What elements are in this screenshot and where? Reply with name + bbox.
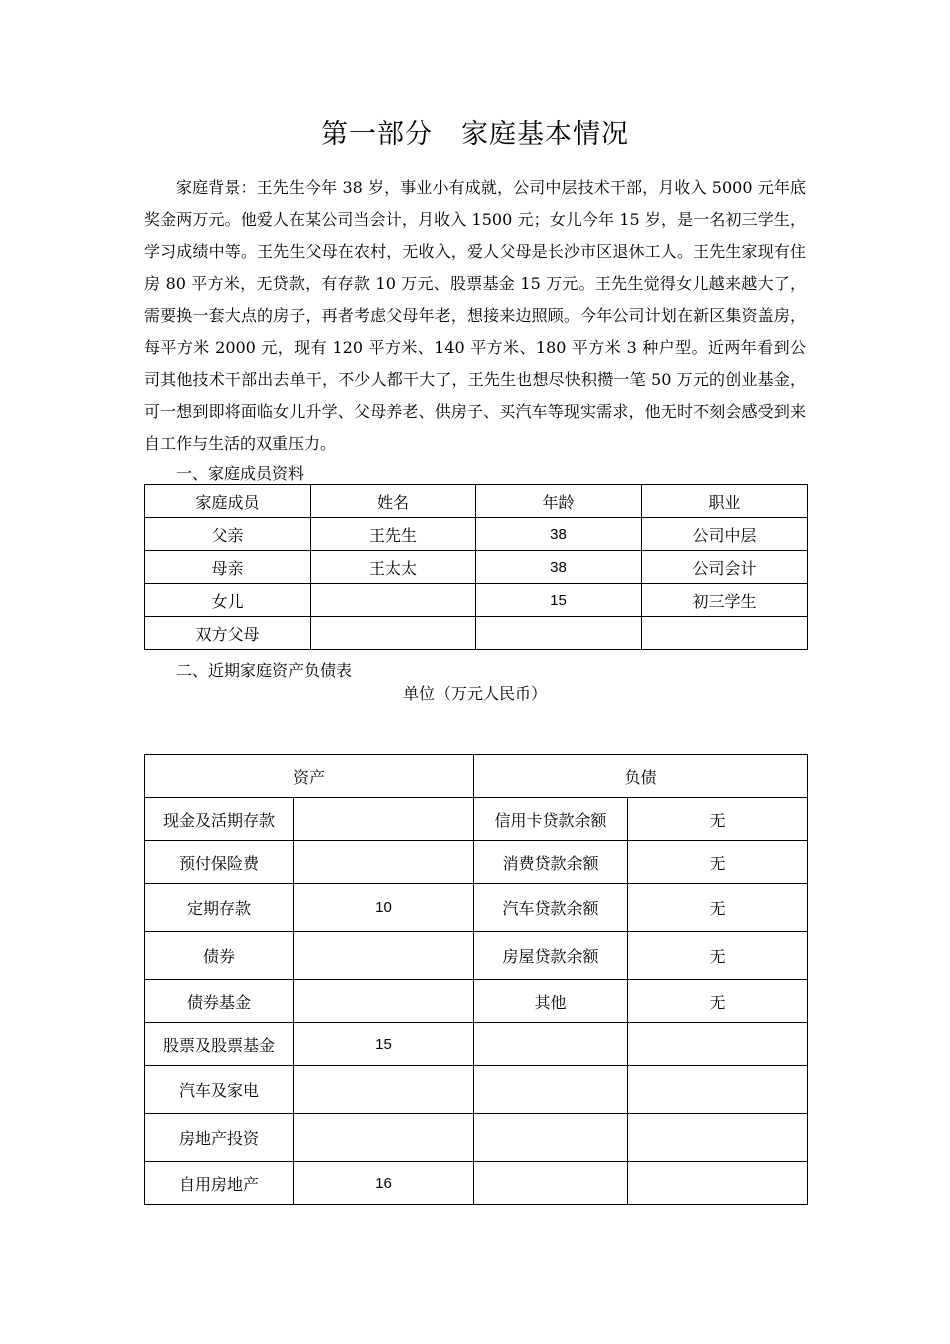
- asset-value: 16: [294, 1162, 474, 1205]
- asset-label: 定期存款: [145, 884, 294, 932]
- liability-value: [628, 1162, 808, 1205]
- liabilities-header: 负债: [474, 755, 808, 798]
- table-row: [145, 884, 808, 932]
- asset-value: 15: [294, 1023, 474, 1066]
- liability-value: 无: [628, 798, 808, 841]
- table-row: [145, 584, 808, 617]
- liability-label: [474, 1023, 628, 1066]
- liability-value: [628, 1114, 808, 1162]
- assets-header: 资产: [145, 755, 474, 798]
- liability-label: [474, 1114, 628, 1162]
- member-age: 38: [476, 551, 642, 584]
- asset-label: 股票及股票基金: [145, 1023, 294, 1066]
- balance-sheet-table: [144, 754, 808, 1205]
- member-age: [476, 617, 642, 650]
- liability-label: 其他: [474, 980, 628, 1023]
- liability-value: 无: [628, 884, 808, 932]
- table-row: [145, 932, 808, 980]
- member-name: 王太太: [311, 551, 476, 584]
- asset-value: [294, 1066, 474, 1114]
- liability-label: 信用卡贷款余额: [474, 798, 628, 841]
- asset-label: 债券: [145, 932, 294, 980]
- table-row: [145, 551, 808, 584]
- liability-label: [474, 1162, 628, 1205]
- member-role: 父亲: [145, 518, 311, 551]
- liability-label: 消费贷款余额: [474, 841, 628, 884]
- unit-label: 单位（万元人民币）: [402, 684, 547, 703]
- member-name: 王先生: [311, 518, 476, 551]
- member-age: 15: [476, 584, 642, 617]
- asset-label: 自用房地产: [145, 1162, 294, 1205]
- header-cell: 姓名: [311, 485, 476, 518]
- table-row: [145, 841, 808, 884]
- table-row: [145, 1114, 808, 1162]
- header-cell: 职业: [642, 485, 808, 518]
- member-job: 初三学生: [642, 584, 808, 617]
- table-header-row: [145, 755, 808, 798]
- member-name: [311, 584, 476, 617]
- liability-value: [628, 1023, 808, 1066]
- asset-value: [294, 1114, 474, 1162]
- table-row: [145, 1066, 808, 1114]
- member-job: 公司会计: [642, 551, 808, 584]
- asset-label: 债券基金: [145, 980, 294, 1023]
- table-row: [145, 980, 808, 1023]
- asset-value: [294, 932, 474, 980]
- asset-value: [294, 798, 474, 841]
- liability-value: 无: [628, 932, 808, 980]
- asset-label: 房地产投资: [145, 1114, 294, 1162]
- header-cell: 家庭成员: [145, 485, 311, 518]
- table-row: [145, 798, 808, 841]
- page-title: 第一部分 家庭基本情况: [321, 119, 629, 150]
- asset-value: 10: [294, 884, 474, 932]
- asset-label: 现金及活期存款: [145, 798, 294, 841]
- section-heading-members: 一、家庭成员资料: [176, 464, 305, 483]
- table-row: [145, 1162, 808, 1205]
- asset-label: 汽车及家电: [145, 1066, 294, 1114]
- section-heading-balance: 二、近期家庭资产负债表: [176, 661, 353, 680]
- table-header-row: [145, 485, 808, 518]
- family-background-paragraph: 家庭背景：王先生今年 38 岁，事业小有成就，公司中层技术干部，月收入 5000 元年底奖金两万元。他爱人在某公司当会计，月收入 1500 元；女儿今年 15 岁，是一名初三学生，学习成绩中等。王先生父母在农村，无收入，爱人父母是长沙市区退休工人。王先生家现有住房 80 平方米，无贷款，有存款 10 万元、股票基金 15 万元。王先生觉得女儿越来越大了，需要换一套大点的房子，再者考虑父母年老，想接来边照顾。今年公司计划在新区集资盖房，每平方米 2000 元，现有 120 平方米、140 平方米、180 平方米 3 种户型。近两年看到公司其他技术干部出去单干，不少人都干大了，王先生也想尽快积攒一笔 50 万元的创业基金，可一想到即将面临女儿升学、父母养老、供房子、买汽车等现实需求，他无时不刻会感受到来自工作与生活的双重压力。: [144, 178, 806, 453]
- table-row: [145, 518, 808, 551]
- liability-value: 无: [628, 841, 808, 884]
- family-members-table: [144, 484, 808, 650]
- asset-value: [294, 841, 474, 884]
- table-row: [145, 617, 808, 650]
- member-role: 女儿: [145, 584, 311, 617]
- asset-label: 预付保险费: [145, 841, 294, 884]
- header-cell: 年龄: [476, 485, 642, 518]
- asset-value: [294, 980, 474, 1023]
- liability-value: [628, 1066, 808, 1114]
- table-row: [145, 1023, 808, 1066]
- liability-label: 房屋贷款余额: [474, 932, 628, 980]
- member-job: 公司中层: [642, 518, 808, 551]
- member-name: [311, 617, 476, 650]
- member-age: 38: [476, 518, 642, 551]
- member-role: 双方父母: [145, 617, 311, 650]
- member-role: 母亲: [145, 551, 311, 584]
- liability-value: 无: [628, 980, 808, 1023]
- member-job: [642, 617, 808, 650]
- liability-label: [474, 1066, 628, 1114]
- liability-label: 汽车贷款余额: [474, 884, 628, 932]
